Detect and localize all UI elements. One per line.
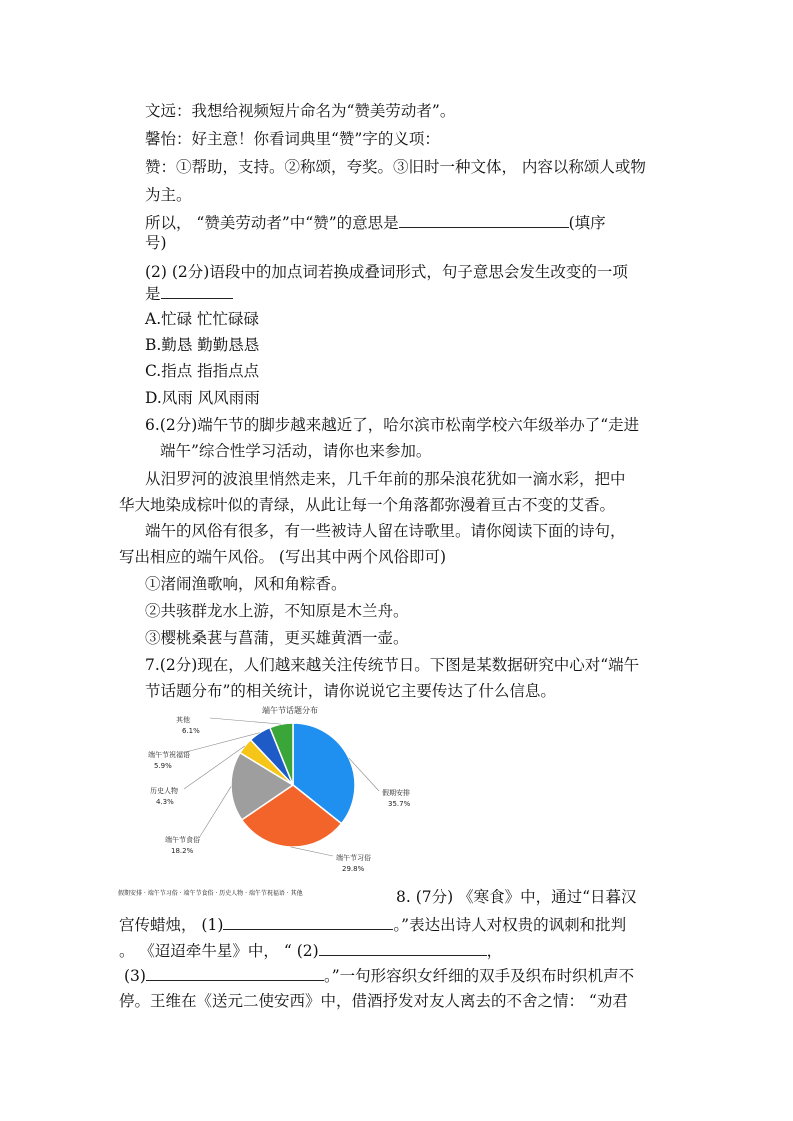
slice-value-4: 5.9%	[154, 762, 172, 770]
answer-blank-1[interactable]	[223, 914, 393, 930]
question-text: (3)	[124, 967, 146, 985]
question-8-line-5: 停。王维在《送元二使安西》中，借酒抒发对友人离去的不舍之情： “劝君	[119, 992, 628, 1010]
question-text: 。”一句形容织女纤细的双手及织布时织机声不	[323, 967, 635, 985]
passage-line: 端午的风俗有很多，有一些被诗人留在诗歌里。请你阅读下面的诗句，	[145, 522, 626, 540]
question-7-stem: 7.(2分)现在，人们越来越关注传统节日。下图是某数据研究中心对“端午	[145, 656, 640, 674]
option-b: B.勤恳 勤勤恳恳	[145, 336, 260, 354]
question-6-stem-cont: 端午”综合性学习活动，请你也来参加。	[160, 442, 432, 460]
question-2-stem: (2) (2分)语段中的加点词若换成叠词形式，句子意思会发生改变的一项	[145, 263, 628, 281]
slice-value-5: 6.1%	[182, 727, 200, 735]
chart-title: 端午节话题分布	[262, 706, 318, 715]
question-7-stem-cont: 节话题分布”的相关统计，请你说说它主要传达了什么信息。	[145, 682, 556, 700]
slice-label-4: 端午节祝福语	[148, 751, 190, 759]
question-8-stem: 8. (7分) 《寒食》中，通过“日暮汉	[396, 888, 637, 906]
question-8-line-4	[124, 965, 634, 986]
question-zan-meaning	[145, 212, 606, 233]
question-text: 。”表达出诗人对权贵的讽刺和批判	[393, 916, 627, 934]
slice-label-2: 端午节食俗	[165, 836, 200, 844]
dictionary-entry: 赞：①帮助，支持。②称颂，夸奖。③旧时一种文体， 内容以称颂人或物	[145, 158, 646, 176]
question-8-line-3	[119, 940, 502, 961]
answer-blank[interactable]	[399, 212, 569, 228]
leader-line-1	[291, 847, 333, 856]
poem-line-1: ①渚闹渔歌响，风和角粽香。	[145, 575, 347, 593]
answer-blank-2[interactable]	[319, 940, 487, 956]
chart-legend: 假期安排 · 端午节习俗 · 端午节食俗 · 历史人物 · 端午节祝福语 · 其他	[118, 890, 303, 897]
question-text: ，	[486, 942, 503, 960]
option-d: D.风雨 风风雨雨	[145, 389, 260, 407]
question-2-stem-cont	[145, 283, 233, 304]
question-text-end: (填序	[568, 214, 606, 232]
poem-line-3: ③樱桃桑葚与菖蒲，更买雄黄酒一壶。	[145, 629, 409, 647]
slice-label-1: 端午节习俗	[336, 854, 371, 862]
topic-distribution-pie-chart	[140, 700, 440, 880]
question-text-cont: 号)	[145, 234, 167, 252]
answer-blank-3[interactable]	[146, 965, 324, 981]
slice-value-0: 35.7%	[388, 800, 411, 808]
question-text: 是	[145, 285, 161, 303]
question-text: 。 《迢迢牵牛星》中， “ (2)	[119, 942, 319, 960]
question-8-line-2	[119, 914, 626, 935]
dictionary-entry-cont: 为主。	[145, 186, 192, 204]
option-c: C.指点 指指点点	[145, 362, 260, 380]
slice-label-3: 历史人物	[150, 787, 178, 795]
leader-line-2	[199, 787, 231, 838]
dialog-line-xinyi: 馨怡：好主意！你看词典里“赞”字的义项：	[145, 130, 440, 148]
slice-label-5: 其他	[176, 716, 190, 724]
question-text: 宫传蜡烛， (1)	[119, 916, 224, 934]
option-a: A.忙碌 忙忙碌碌	[145, 310, 260, 328]
leader-line-5	[210, 718, 281, 724]
answer-blank[interactable]	[161, 283, 233, 299]
slice-label-0: 假期安排	[382, 789, 410, 797]
question-6-stem: 6.(2分)端午节的脚步越来越近了，哈尔滨市松南学校六年级举办了“走进	[145, 416, 640, 434]
poem-line-2: ②共骇群龙水上游，不知原是木兰舟。	[145, 602, 409, 620]
slice-value-2: 18.2%	[171, 847, 194, 855]
slice-value-3: 4.3%	[156, 798, 174, 806]
passage-line: 从汨罗河的波浪里悄然走来，几千年前的那朵浪花犹如一滴水彩，把中	[145, 470, 626, 488]
passage-line: 写出相应的端午风俗。 (写出其中两个风俗即可)	[119, 548, 447, 566]
dialog-line-wenyuan: 文远：我想给视频短片命名为“赞美劳动者”。	[145, 102, 456, 120]
slice-value-1: 29.8%	[342, 865, 365, 873]
question-text: 所以， “赞美劳动者”中“赞”的意思是	[145, 214, 399, 232]
passage-line: 华大地染成棕叶似的青绿，从此让每一个角落都弥漫着亘古不变的艾香。	[119, 496, 616, 514]
